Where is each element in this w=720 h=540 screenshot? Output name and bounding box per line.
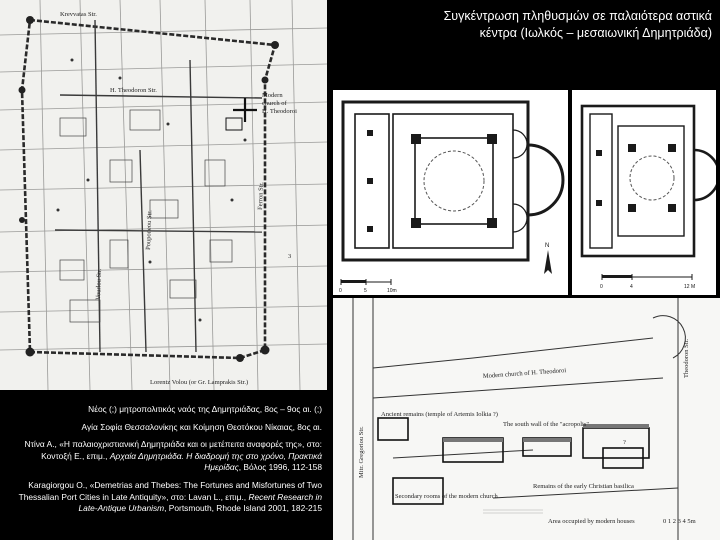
label-vertical-street-2: Pouponeou Str. <box>145 210 154 251</box>
label-south-wall: The south wall of the "acropolis" <box>503 421 589 428</box>
label-church-line2: church of <box>262 100 287 107</box>
reference-dina-part1: Ντίνα Α., «Η παλαιοχριστιανική Δημητριάδα και οι μετέπειτα αναφορές της», στο: Κοντοξή Ε., επιμ., <box>24 439 322 461</box>
town-plan-map <box>0 0 327 390</box>
caption-comparison-churches: Αγία Σοφία Θεσσαλονίκης και Κοίμηση Θεοτόκου Νίκαιας, 8ος αι. <box>81 421 322 432</box>
label-vertical-street-3: Ferron Str. <box>257 182 265 211</box>
north-label: N <box>545 243 550 249</box>
reference-karagiorgou-part2: , Portsmouth, Rhode Island 2001, 182-215 <box>164 503 322 514</box>
caption-demetrias-church: Νέος (;) μητροπολιτικός ναός της Δημητριάδας, 8ος – 9ος αι. (;) <box>88 404 322 414</box>
plan-a-scale-10: 10m <box>387 288 397 294</box>
label-ancient-remains: Ancient remains (temple of Artemis Iolkia ?) <box>381 411 498 418</box>
label-street-bottom: Lorentz Volou (or Gr. Lamprakis Str.) <box>150 379 249 386</box>
slide-title <box>352 8 712 42</box>
label-street-gregoriou: Mitr. Gregoriou Str. <box>358 426 365 478</box>
title-line-1: Συγκέντρωση πληθυσμών σε παλαιότερα αστικά <box>443 9 712 23</box>
captions-block <box>6 404 322 521</box>
reference-dina-title: Αρχαία Δημητριάδα. Η διαδρομή της στο χρόνο, Πρακτικά Ημερίδας <box>109 450 322 473</box>
reference-karagiorgou-title: Recent Research in Late-Antique Urbanism <box>78 491 322 514</box>
reference-dina <box>6 439 322 474</box>
plan-a-scale-5: 5 <box>364 288 367 294</box>
town-plan-drawing <box>0 0 327 390</box>
label-street-theodoron: H. Theodoron Str. <box>110 87 157 94</box>
label-vertical-street-1: Vourlou Str. <box>95 268 104 301</box>
site-plan-drawing <box>333 298 720 540</box>
title-line-2: κέντρα (Ιωλκός – μεσαιωνική Δημητριάδα) <box>479 26 712 40</box>
label-church-line1: Modern <box>262 92 283 99</box>
reference-karagiorgou-part1: Karagiorgou O., «Demetrias and Thebes: The Fortunes and Misfortunes of Two Thessalian Port Cities in Late Antiquity», στο: Lavan L., επιμ., <box>18 479 322 502</box>
site-plan-map <box>333 298 720 540</box>
church-plan-comparison <box>572 90 716 295</box>
label-remains-basilica: Remains of the early Christian basilica <box>533 483 634 490</box>
label-question-mark: ? <box>623 439 626 446</box>
label-secondary-rooms: Secondary rooms of the modern church <box>395 493 498 500</box>
reference-karagiorgou <box>6 480 322 515</box>
church-plan-demetrias <box>333 90 568 295</box>
label-area-modern-houses: Area occupied by modern houses <box>548 518 635 525</box>
label-site-scale: 0 1 2 3 4 5m <box>663 518 696 525</box>
label-street-theodoron-right: Theodoron Str. <box>683 339 690 378</box>
label-number: 3 <box>288 253 292 260</box>
plan-a-scale-0: 0 <box>339 288 342 294</box>
church-plan-a-drawing <box>333 90 568 295</box>
plan-b-scale-0: 0 <box>600 284 603 290</box>
label-street-top: Krevvatas Str. <box>60 11 97 18</box>
label-modern-church: Modern church of H. Theodoroi <box>482 367 567 380</box>
reference-dina-part2: , Βόλος 1996, 112-158 <box>238 462 322 473</box>
label-church-line3: H. Theodoroi <box>262 108 297 115</box>
plan-b-scale-12: 12 M <box>684 284 696 290</box>
church-plan-b-drawing <box>572 90 716 295</box>
plan-b-scale-4: 4 <box>630 284 633 290</box>
